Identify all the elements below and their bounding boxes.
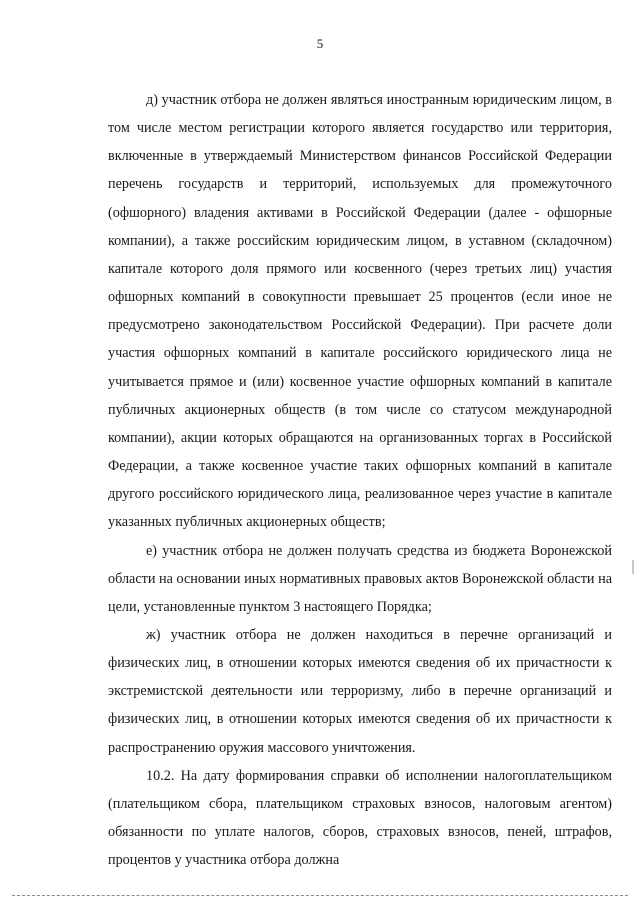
page-number: 5: [316, 36, 324, 51]
page-bottom-divider: [12, 895, 628, 896]
scan-edge-mark: [632, 560, 634, 574]
paragraph-zh: ж) участник отбора не должен находиться в перечне организаций и физических лиц, в отношении которых имеются сведения об их причастности к экстремистской деятельности или терроризму, либо в перечне организаций и физических лиц, в отношении которых имеются сведения об их причастности к распространению оружия массового уничтожения.: [108, 626, 612, 756]
document-body: [108, 86, 612, 874]
paragraph-10-2: 10.2. На дату формирования справки об исполнении налогоплательщиком (плательщиком сбора, плательщиком страховых взносов, налоговым агентом) обязанности по уплате налогов, сборов, страховых взносов, пеней, штрафов, процентов у участника отбора должна: [108, 767, 612, 869]
paragraph-d: д) участник отбора не должен являться иностранным юридическим лицом, в том числе местом регистрации которого является государство или территория, включенные в утверждаемый Министерством финансов Российской Федерации перечень государств и территорий, используемых для промежуточного (офшорного) владения активами в Российской Федерации (далее - офшорные компании), а также российским юридическим лицом, в уставном (складочном) капитале которого доля прямого или косвенного (через третьих лиц) участия офшорных компаний в совокупности превышает 25 процентов (если иное не предусмотрено законодательством Российской Федерации). При расчете доли участия офшорных компаний в капитале российского юридического лица не учитывается прямое и (или) косвенное участие офшорных компаний в капитале публичных акционерных обществ (в том числе со статусом международной компании), акции которых обращаются на организованных торгах в Российской Федерации, а также косвенное участие таких офшорных компаний в капитале другого российского юридического лица, реализованное через участие в капитале указанных публичных акционерных обществ;: [108, 92, 612, 531]
paragraph-e: е) участник отбора не должен получать средства из бюджета Воронежской области на основании иных нормативных правовых актов Воронежской области на цели, установленные пунктом 3 настоящего Порядка;: [108, 542, 612, 615]
